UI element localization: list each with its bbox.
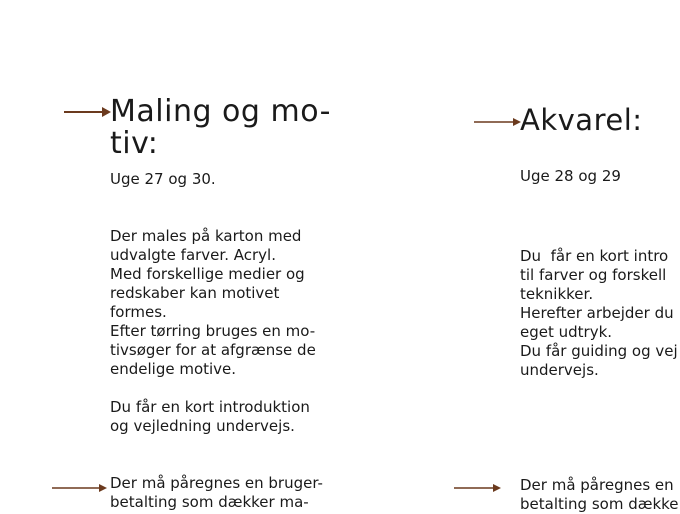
left-section-paragraph-3: Der må påregnes en bruger- betalting som dækker ma- [110, 474, 323, 511]
left-section [110, 96, 342, 160]
left-section-paragraph-1: Der males på karton med udvalgte farver. Acryl. Med forskellige medier og redskaber kan motivet formes. Efter tørring bruges en mo- tivsøger for at afgrænse de endelige motive. [110, 227, 316, 378]
right-section-weeks: Uge 28 og 29 [520, 167, 621, 185]
right-section [520, 104, 680, 136]
right-title-arrow-icon [474, 116, 522, 128]
left-payment-arrow-icon [52, 482, 108, 494]
right-section-paragraph-2: Der må påregnes en betalting som dække [520, 476, 679, 513]
right-section-title: Akvarel: [520, 103, 643, 137]
right-payment-arrow-icon [454, 482, 502, 494]
right-section-paragraph-1: Du får en kort intro til farver og forskell teknikker. Herefter arbejder du eget udtryk. Du får guiding og vej undervejs. [520, 247, 678, 379]
left-section-paragraph-2: Du får en kort introduktion og vejledning undervejs. [110, 398, 310, 435]
left-section-weeks: Uge 27 og 30. [110, 170, 216, 188]
left-title-arrow-icon [64, 106, 112, 118]
left-section-title: Maling og mo- tiv: [110, 94, 331, 161]
